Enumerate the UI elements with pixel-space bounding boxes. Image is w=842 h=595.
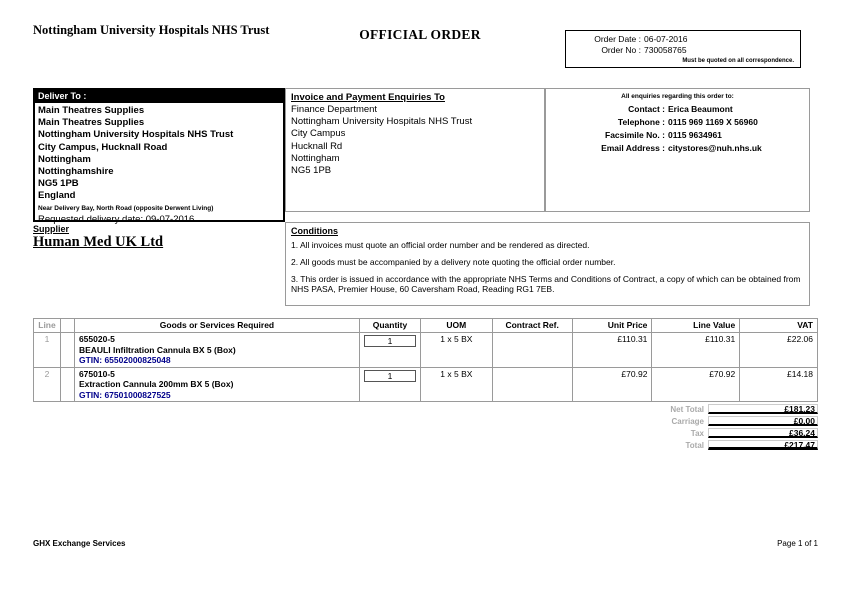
delivery-location-note: Near Delivery Bay, North Road (opposite Derwent Living) <box>38 204 214 212</box>
line-value-cell: £110.31 <box>652 333 740 368</box>
deliver-address-line: Nottinghamshire <box>38 166 114 178</box>
supplier-label: Supplier <box>33 224 70 234</box>
col-header-line-value: Line Value <box>652 319 740 333</box>
order-lines-table <box>33 318 818 402</box>
invoice-address-line: Hucknall Rd <box>291 140 343 152</box>
line-number: 2 <box>34 367 61 402</box>
goods-cell <box>74 367 359 402</box>
quantity-value-box: 1 <box>364 335 416 347</box>
deliver-address-line: Nottingham <box>38 153 91 165</box>
grand-total-value: £217.47 <box>708 440 818 450</box>
facsimile-label: Facsimile No. : <box>605 130 665 140</box>
telephone-label: Telephone : <box>617 117 665 127</box>
invoice-address-line: Nottingham University Hospitals NHS Trust <box>291 116 473 128</box>
grand-total-row <box>636 440 818 450</box>
item-gtin: GTIN: 67501000827525 <box>78 389 171 400</box>
item-code: 675010-5 <box>78 368 115 379</box>
order-number-label: Order No : <box>601 45 641 55</box>
carriage-label: Carriage <box>671 416 704 426</box>
totals-section <box>636 404 818 452</box>
table-row <box>34 333 818 368</box>
line-number: 1 <box>34 333 61 368</box>
carriage-value: £0.00 <box>708 416 818 426</box>
telephone-value: 0115 969 1169 X 56960 <box>668 117 758 127</box>
deliver-address-line: City Campus, Hucknall Road <box>38 141 168 153</box>
goods-cell <box>74 333 359 368</box>
grand-total-label: Total <box>685 440 704 450</box>
facsimile-value: 0115 9634961 <box>668 130 722 140</box>
vat-cell: £14.18 <box>740 367 818 402</box>
order-number-row <box>572 45 794 56</box>
order-number-value: 730058765 <box>644 45 687 55</box>
supplier-name: Human Med UK Ltd <box>33 234 164 250</box>
organisation-name: Nottingham University Hospitals NHS Trust <box>33 23 270 37</box>
invoice-address-line: Finance Department <box>291 104 378 115</box>
contract-ref-cell <box>492 367 572 402</box>
condition-item: 2. All goods must be accompanied by a delivery note quoting the official order number. <box>291 257 616 267</box>
contact-label: Contact : <box>628 104 665 114</box>
contact-value: Erica Beaumont <box>668 104 733 114</box>
col-header-goods: Goods or Services Required <box>74 319 359 333</box>
invoice-address <box>291 104 539 177</box>
email-label: Email Address : <box>601 143 665 153</box>
net-total-row <box>636 404 818 414</box>
col-header-uom: UOM <box>420 319 492 333</box>
order-quote-note: Must be quoted on all correspondence. <box>682 58 794 64</box>
tax-row <box>636 428 818 438</box>
unit-price-cell: £110.31 <box>572 333 652 368</box>
email-value: citystores@nuh.nhs.uk <box>668 143 762 153</box>
invoice-address-line: Nottingham <box>291 152 340 164</box>
contract-ref-cell <box>492 333 572 368</box>
item-description: BEAULI Infiltration Cannula BX 5 (Box) <box>78 344 236 355</box>
condition-item: 3. This order is issued in accordance with the appropriate NHS Terms and Conditions of Contract, a copy of which can be obtained from NHS PASA, Premier House, 60 Caversham Road, Reading RG1 7EB. <box>291 274 801 294</box>
vat-cell: £22.06 <box>740 333 818 368</box>
facsimile-row <box>550 129 805 142</box>
blank-cell <box>60 333 74 368</box>
net-total-value: £181.23 <box>708 404 818 414</box>
deliver-to-box <box>33 88 285 225</box>
item-description: Extraction Cannula 200mm BX 5 (Box) <box>78 379 234 389</box>
table-header-row <box>34 319 818 333</box>
line-value-cell: £70.92 <box>652 367 740 402</box>
telephone-row <box>550 116 805 129</box>
col-header-quantity: Quantity <box>359 319 420 333</box>
col-header-vat: VAT <box>740 319 818 333</box>
item-code: 655020-5 <box>78 334 115 344</box>
col-header-contract-ref: Contract Ref. <box>492 319 572 333</box>
quantity-cell <box>359 367 420 402</box>
email-row <box>550 142 805 155</box>
col-header-blank <box>60 319 74 333</box>
tax-label: Tax <box>690 428 704 438</box>
carriage-row <box>636 416 818 426</box>
order-info-box <box>565 30 801 68</box>
blank-cell <box>60 367 74 402</box>
enquiries-note: All enquiries regarding this order to: <box>621 93 734 100</box>
quantity-cell <box>359 333 420 368</box>
invoice-address-line: NG5 1PB <box>291 165 332 177</box>
footer-service-name: GHX Exchange Services <box>33 539 126 548</box>
deliver-address-line: Main Theatres Supplies <box>38 117 145 129</box>
requested-delivery-date: Requested delivery date: 09-07-2016 <box>38 213 195 225</box>
enquiries-contact-box <box>545 88 810 212</box>
table-row <box>34 367 818 402</box>
deliver-address-line: Nottingham University Hospitals NHS Trust <box>38 129 234 141</box>
conditions-box <box>285 222 810 306</box>
net-total-label: Net Total <box>670 404 704 414</box>
invoice-enquiries-box <box>285 88 545 212</box>
order-date-value: 06-07-2016 <box>644 34 688 44</box>
col-header-line: Line <box>34 319 61 333</box>
footer-page-number: Page 1 of 1 <box>777 539 818 548</box>
conditions-title: Conditions <box>291 226 338 236</box>
invoice-enquiries-title: Invoice and Payment Enquiries To <box>291 92 445 103</box>
deliver-address-line: NG5 1PB <box>38 178 79 190</box>
order-date-row <box>572 34 794 45</box>
tax-value: £36.24 <box>708 428 818 438</box>
document-title: OFFICIAL ORDER <box>359 27 481 42</box>
deliver-to-title: Deliver To : <box>35 90 283 103</box>
item-gtin: GTIN: 65502000825048 <box>78 355 171 365</box>
deliver-address-line: Main Theatres Supplies <box>38 105 145 116</box>
deliver-to-address <box>35 103 283 203</box>
invoice-address-line: City Campus <box>291 128 346 140</box>
unit-price-cell: £70.92 <box>572 367 652 402</box>
order-date-label: Order Date : <box>594 34 641 44</box>
contact-row <box>550 103 805 116</box>
deliver-address-line: England <box>38 190 76 202</box>
col-header-unit-price: Unit Price <box>572 319 652 333</box>
uom-cell: 1 x 5 BX <box>420 333 492 368</box>
uom-cell: 1 x 5 BX <box>420 367 492 402</box>
quantity-value-box: 1 <box>364 370 416 382</box>
condition-item: 1. All invoices must quote an official order number and be rendered as directed. <box>291 240 590 250</box>
